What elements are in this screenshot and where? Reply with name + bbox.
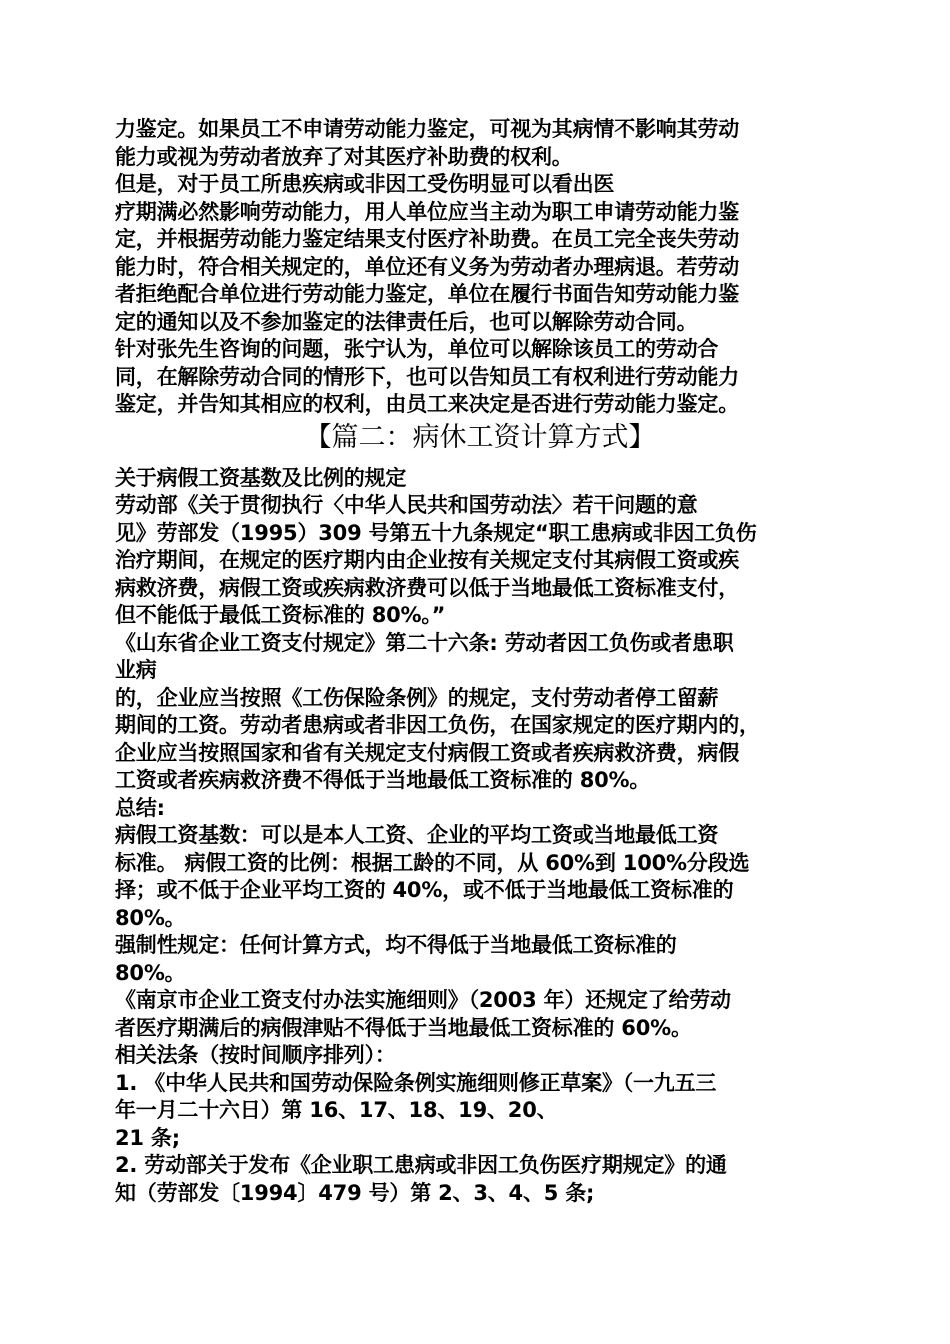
text-line: 相关法条（按时间顺序排列）： [115, 1043, 396, 1067]
text-line: 同，在解除劳动合同的情形下，也可以告知员工有权利进行劳动能力 [115, 364, 739, 389]
text-line: 病假工资基数：可以是本人工资、企业的平均工资或当地最低工资 [115, 823, 719, 847]
text-line: 标准。 病假工资的比例：根据工龄的不同，从 60%到 100%分段选 [115, 850, 750, 875]
text-line: 《南京市企业工资支付办法实施细则》（2003 年）还规定了给劳动 [115, 988, 731, 1012]
text-line: 80%。 [115, 960, 186, 985]
text-line: 年一月二十六日）第 16、17、18、19、20、 [115, 1098, 558, 1122]
text-line: 针对张先生咨询的问题，张宁认为，单位可以解除该员工的劳动合 [115, 337, 719, 361]
text-line: 见》劳部发（1995）309 号第五十九条规定“职工患病或非因工负伤 [115, 520, 757, 545]
text-line: 企业应当按照国家和省有关规定支付病假工资或者疾病救济费，病假 [115, 740, 739, 765]
text-line: 《山东省企业工资支付规定》第二十六条: 劳动者因工负伤或者患职 [115, 630, 734, 655]
section-part1 [115, 116, 845, 419]
text-line: 鉴定，并告知其相应的权利，由员工来决定是否进行劳动能力鉴定。 [115, 392, 739, 416]
text-line: 能力或视为劳动者放弃了对其医疗补助费的权利。 [115, 144, 573, 169]
text-line: 总结: [115, 795, 165, 820]
text-line: 力鉴定。如果员工不申请劳动能力鉴定，可视为其病情不影响其劳动 [115, 117, 739, 141]
text-line: 者医疗期满后的病假津贴不得低于当地最低工资标准的 60%。 [115, 1015, 692, 1040]
text-line: 知（劳部发〔1994〕479 号）第 2、3、4、5 条; [115, 1180, 595, 1205]
text-line: 2. 劳动部关于发布《企业职工患病或非因工负伤医疗期规定》的通 [115, 1153, 727, 1177]
section-part2 [115, 465, 845, 1208]
text-line: 业病 [115, 658, 157, 682]
text-line: 定，并根据劳动能力鉴定结果支付医疗补助费。在员工完全丧失劳动 [115, 227, 739, 251]
text-line: 关于病假工资基数及比例的规定 [115, 465, 407, 490]
text-line: 80%。 [115, 905, 186, 930]
text-line: 病救济费，病假工资或疾病救济费可以低于当地最低工资标准支付， [115, 575, 739, 600]
text-line: 强制性规定：任何计算方式，均不得低于当地最低工资标准的 [115, 933, 677, 957]
text-line: 择；或不低于企业平均工资的 40%，或不低于当地最低工资标准的 [115, 878, 734, 902]
text-line: 1. 《中华人民共和国劳动保险条例实施细则修正草案》（一九五三 [115, 1070, 717, 1095]
text-line: 者拒绝配合单位进行劳动能力鉴定，单位在履行书面告知劳动能力鉴 [115, 282, 739, 306]
text-line: 疗期满必然影响劳动能力，用人单位应当主动为职工申请劳动能力鉴 [115, 199, 739, 224]
text-line: 但不能低于最低工资标准的 80%。” [115, 603, 446, 627]
text-line: 治疗期间，在规定的医疗期内由企业按有关规定支付其病假工资或疾 [115, 548, 739, 572]
document-body [115, 116, 845, 1207]
section-heading: 【篇二：病休工资计算方式】 [304, 421, 656, 453]
text-line: 期间的工资。劳动者患病或者非因工负伤，在国家规定的医疗期内的， [115, 713, 760, 737]
text-line: 能力时，符合相关规定的，单位还有义务为劳动者办理病退。若劳动 [115, 254, 739, 279]
text-line: 工资或者疾病救济费不得低于当地最低工资标准的 80%。 [115, 768, 651, 792]
text-line: 的，企业应当按照《工伤保险条例》的规定，支付劳动者停工留薪 [115, 685, 719, 710]
text-line: 定的通知以及不参加鉴定的法律责任后，也可以解除劳动合同。 [115, 309, 698, 334]
text-line: 劳动部《关于贯彻执行〈中华人民共和国劳动法〉若干问题的意 [115, 493, 698, 517]
text-line: 但是，对于员工所患疾病或非因工受伤明显可以看出医 [115, 172, 615, 196]
text-line: 21 条; [115, 1125, 180, 1150]
